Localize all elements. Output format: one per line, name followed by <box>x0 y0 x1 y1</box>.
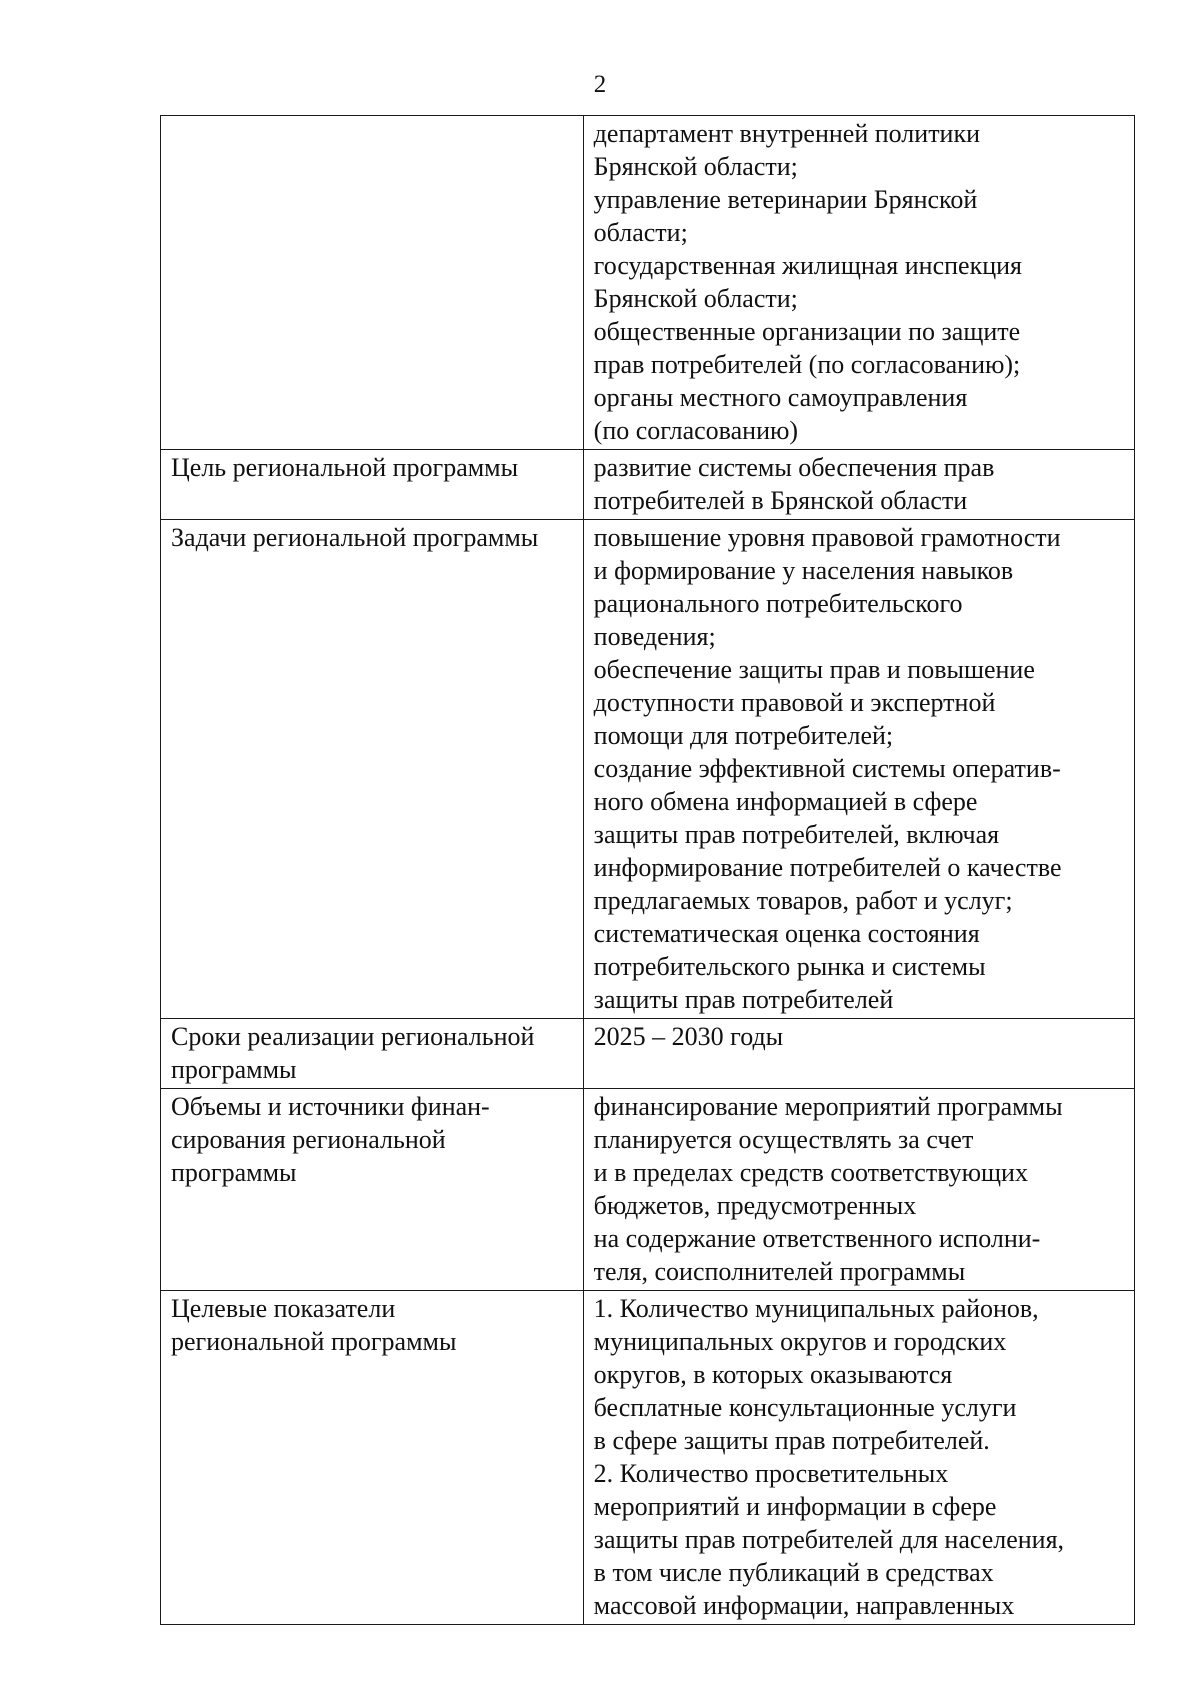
row-value-line: Брянской области; <box>593 284 798 313</box>
row-label-cell <box>161 520 584 1019</box>
table-row <box>161 520 1135 1019</box>
row-label-cell <box>161 116 584 450</box>
table-row <box>161 116 1135 450</box>
row-label-line: программы <box>171 1055 297 1084</box>
row-value-line: на содержание ответственного исполни- <box>593 1224 1041 1253</box>
row-value-line: 1. Количество муниципальных районов, <box>593 1294 1039 1323</box>
row-value-line: в том числе публикаций в средствах <box>593 1558 994 1587</box>
row-value-cell <box>583 1089 1134 1291</box>
row-value-line: теля, соисполнителей программы <box>593 1257 966 1286</box>
row-value-line: защиты прав потребителей для населения, <box>593 1525 1065 1554</box>
row-value-line: помощи для потребителей; <box>593 721 894 750</box>
table-row <box>161 1291 1135 1625</box>
row-value-line: (по согласованию) <box>593 416 799 445</box>
row-value-line: повышение уровня правовой грамотности <box>593 523 1061 552</box>
row-value-line: Брянской области; <box>593 152 798 181</box>
row-label-line: Задачи региональной программы <box>171 523 539 552</box>
row-value-line: информирование потребителей о качестве <box>593 853 1062 882</box>
row-value-line: финансирование мероприятий программы <box>593 1092 1063 1121</box>
row-value-line: прав потребителей (по согласованию); <box>593 350 1021 379</box>
program-passport-table <box>160 115 1135 1625</box>
row-value-line: защиты прав потребителей, включая <box>593 820 1000 849</box>
row-label-line: Объемы и источники финан- <box>171 1092 490 1121</box>
row-value-line: общественные организации по защите <box>593 317 1021 346</box>
page-number: 2 <box>593 71 607 98</box>
table-row <box>161 1089 1135 1291</box>
row-label-line: Сроки реализации региональной <box>171 1022 535 1051</box>
row-value-line: обеспечение защиты прав и повышение <box>593 655 1035 684</box>
table-row <box>161 450 1135 520</box>
row-value-line: 2025 – 2030 годы <box>593 1022 784 1051</box>
row-value-line: бюджетов, предусмотренных <box>593 1191 917 1220</box>
row-value-line: бесплатные консультационные услуги <box>593 1393 1017 1422</box>
row-value-cell <box>583 1291 1134 1625</box>
row-value-line: управление ветеринарии Брянской <box>593 185 978 214</box>
row-value-line: области; <box>593 218 688 247</box>
row-value-line: муниципальных округов и городских <box>593 1327 1007 1356</box>
row-label-cell <box>161 1019 584 1089</box>
table-row <box>161 1019 1135 1089</box>
row-value-line: систематическая оценка состояния <box>593 919 980 948</box>
row-value-line: создание эффективной системы оператив- <box>593 754 1061 783</box>
row-value-line: рационального потребительского <box>593 589 963 618</box>
row-label-cell <box>161 1089 584 1291</box>
row-label-cell <box>161 1291 584 1625</box>
row-value-line: государственная жилищная инспекция <box>593 251 1022 280</box>
row-value-line: и в пределах средств соответствующих <box>593 1158 1028 1187</box>
row-value-cell <box>583 1019 1134 1089</box>
row-value-line: потребительского рынка и системы <box>593 952 986 981</box>
row-value-line: потребителей в Брянской области <box>593 486 968 515</box>
row-value-line: ного обмена информацией в сфере <box>593 787 978 816</box>
row-value-line: развитие системы обеспечения прав <box>593 453 995 482</box>
row-value-line: предлагаемых товаров, работ и услуг; <box>593 886 1013 915</box>
row-label-line: региональной программы <box>171 1327 457 1356</box>
row-value-line: массовой информации, направленных <box>593 1591 1015 1620</box>
row-value-cell <box>583 116 1134 450</box>
row-label-line: программы <box>171 1158 297 1187</box>
row-label-line: Цель региональной программы <box>171 453 519 482</box>
table-body <box>161 116 1135 1625</box>
row-label-line: Целевые показатели <box>171 1294 396 1323</box>
row-value-line: мероприятий и информации в сфере <box>593 1492 997 1521</box>
row-value-line: округов, в которых оказываются <box>593 1360 953 1389</box>
row-value-line: и формирование у населения навыков <box>593 556 1014 585</box>
row-value-line: планируется осуществлять за счет <box>593 1125 974 1154</box>
row-value-line: департамент внутренней политики <box>593 119 981 148</box>
row-value-cell <box>583 520 1134 1019</box>
row-value-cell <box>583 450 1134 520</box>
row-value-line: защиты прав потребителей <box>593 985 894 1014</box>
row-value-line: 2. Количество просветительных <box>593 1459 949 1488</box>
row-label-cell <box>161 450 584 520</box>
row-value-line: в сфере защиты прав потребителей. <box>593 1426 990 1455</box>
row-value-line: поведения; <box>593 622 716 651</box>
row-value-line: доступности правовой и экспертной <box>593 688 996 717</box>
row-value-line: органы местного самоуправления <box>593 383 968 412</box>
row-label-line: сирования региональной <box>171 1125 446 1154</box>
